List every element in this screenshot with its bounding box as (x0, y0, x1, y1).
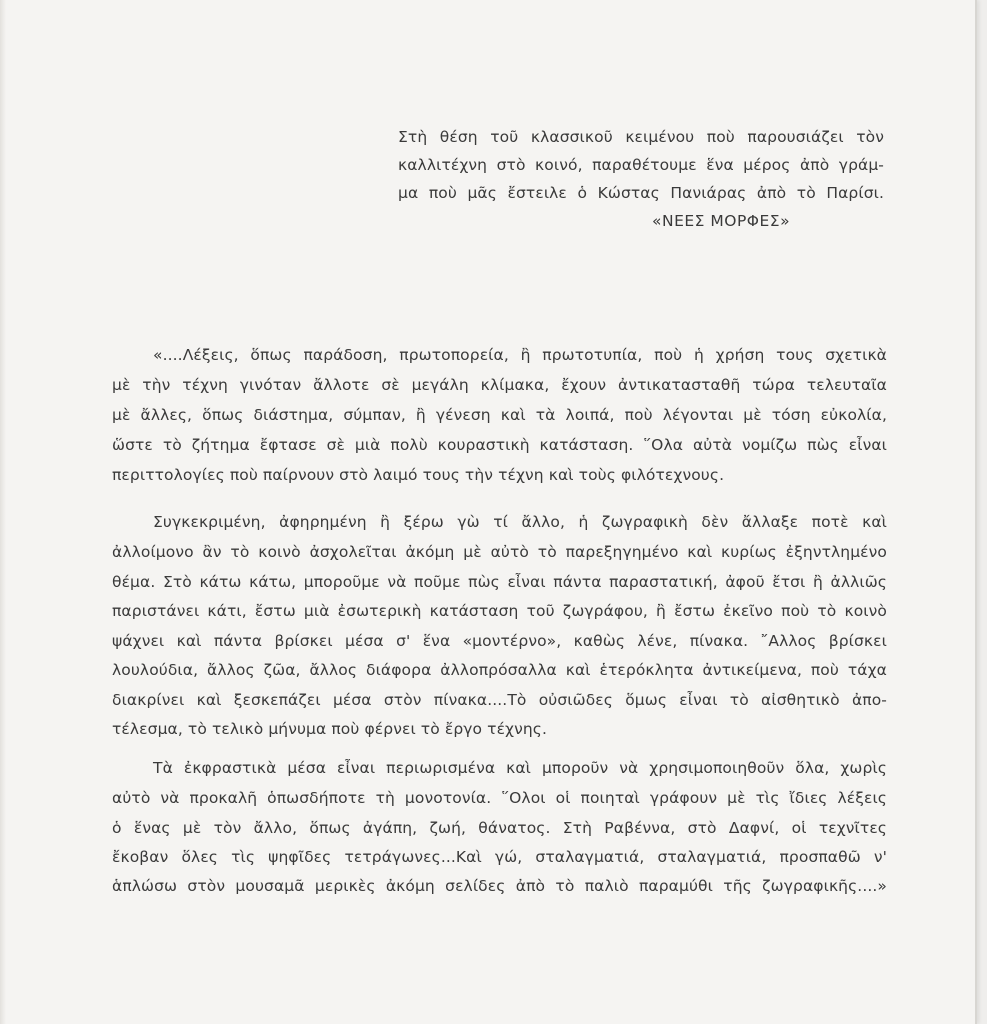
text-line: «....Λέξεις, ὅπως παράδοση, πρωτοπορεία, ἢ πρωτοτυπία, ποὺ ἡ χρήση τους σχετικὰ (153, 346, 887, 364)
text-line: μὲ τὴν τέχνη γινόταν ἄλλοτε σὲ μεγάλη κλίμακα, ἔχουν ἀντικατασταθῆ τώρα τελευταῖα (112, 376, 887, 394)
text-line: ψάχνει καὶ πάντα βρίσκει μέσα σ' ἕνα «μοντέρνο», καθὼς λένε, πίνακα. ῎Αλλος βρίσκει (112, 632, 887, 650)
text-line: μὲ ἄλλες, ὅπως διάστημα, σύμπαν, ἢ γένεση καὶ τὰ λοιπά, ποὺ λέγονται μὲ τόση εὐκολία, (112, 406, 887, 424)
editorial-signature: «ΝΕΕΣ ΜΟΡΦΕΣ» (652, 212, 791, 230)
text-line: θέμα. Στὸ κάτω κάτω, μποροῦμε νὰ ποῦμε πὼς εἶναι πάντα παραστατική, ἀφοῦ ἔτσι ἢ ἀλλιῶς (112, 573, 887, 591)
intro-line: Στὴ θέση τοῦ κλασσικοῦ κειμένου ποὺ παρουσιάζει τὸν (398, 128, 884, 146)
text-line: Συγκεκριμένη, ἀφηρημένη ἢ ξέρω γὼ τί ἄλλο, ἡ ζωγραφικὴ δὲν ἄλλαξε ποτὲ καὶ (153, 513, 887, 531)
text-line: αὐτὸ νὰ προκαλῆ ὁπωσδήποτε τὴ μονοτονία. ῞Ολοι οἱ ποιηταὶ γράφουν μὲ τὶς ἴδιες λέξεις (112, 789, 887, 807)
text-line: ὥστε τὸ ζήτημα ἔφτασε σὲ μιὰ πολὺ κουραστικὴ κατάσταση. ῞Ολα αὐτὰ νομίζω πὼς εἶναι (112, 436, 887, 454)
text-line: Τὰ ἐκφραστικὰ μέσα εἶναι περιωρισμένα καὶ μποροῦν νὰ χρησιμοποιηθοῦν ὅλα, χωρὶς (153, 759, 887, 777)
text-line: ἁπλώσω στὸν μουσαμᾶ μερικὲς ἀκόμη σελίδες ἀπὸ τὸ παλιὸ παραμύθι τῆς ζωγραφικῆς....» (112, 877, 887, 895)
text-line: λουλούδια, ἄλλος ζῶα, ἄλλος διάφορα ἀλλοπρόσαλλα καὶ ἑτερόκλητα ἀντικείμενα, ποὺ τάχα (112, 661, 887, 679)
text-line: ἀλλοίμονο ἂν τὸ κοινὸ ἀσχολεῖται ἀκόμη μὲ αὐτὸ τὸ παρεξηγημένο καὶ κυρίως ἐξηντλημένο (112, 543, 887, 561)
intro-line: μα ποὺ μᾶς ἔστειλε ὁ Κώστας Πανιάρας ἀπὸ τὸ Παρίσι. (398, 184, 884, 202)
text-line: ὁ ἕνας μὲ τὸν ἄλλο, ὅπως ἀγάπη, ζωή, θάνατος. Στὴ Ραβέννα, στὸ Δαφνί, οἱ τεχνῖτες (112, 819, 887, 837)
text-line: περιττολογίες ποὺ παίρνουν στὸ λαιμό τους τὴν τέχνη καὶ τοὺς φιλότεχνους. (112, 466, 725, 484)
text-line: ἔκοβαν ὅλες τὶς ψηφῖδες τετράγωνες...Καὶ γώ, σταλαγματιά, σταλαγματιά, προσπαθῶ ν' (112, 848, 887, 866)
text-line: τέλεσμα, τὸ τελικὸ μήνυμα ποὺ φέρνει τὸ ἔργο τέχνης. (112, 720, 548, 738)
text-line: παριστάνει κάτι, ἔστω μιὰ ἐσωτερικὴ κατάσταση τοῦ ζωγράφου, ἢ ἔστω ἐκεῖνο ποὺ τὸ κοινὸ (112, 602, 887, 620)
intro-line: καλλιτέχνη στὸ κοινό, παραθέτουμε ἕνα μέρος ἀπὸ γράμ- (398, 156, 884, 174)
text-line: διακρίνει καὶ ξεσκεπάζει μέσα στὸν πίνακα....Τὸ οὐσιῶδες ὅμως εἶναι τὸ αἰσθητικὸ ἀπο- (112, 691, 887, 709)
page-edge (0, 0, 6, 1024)
